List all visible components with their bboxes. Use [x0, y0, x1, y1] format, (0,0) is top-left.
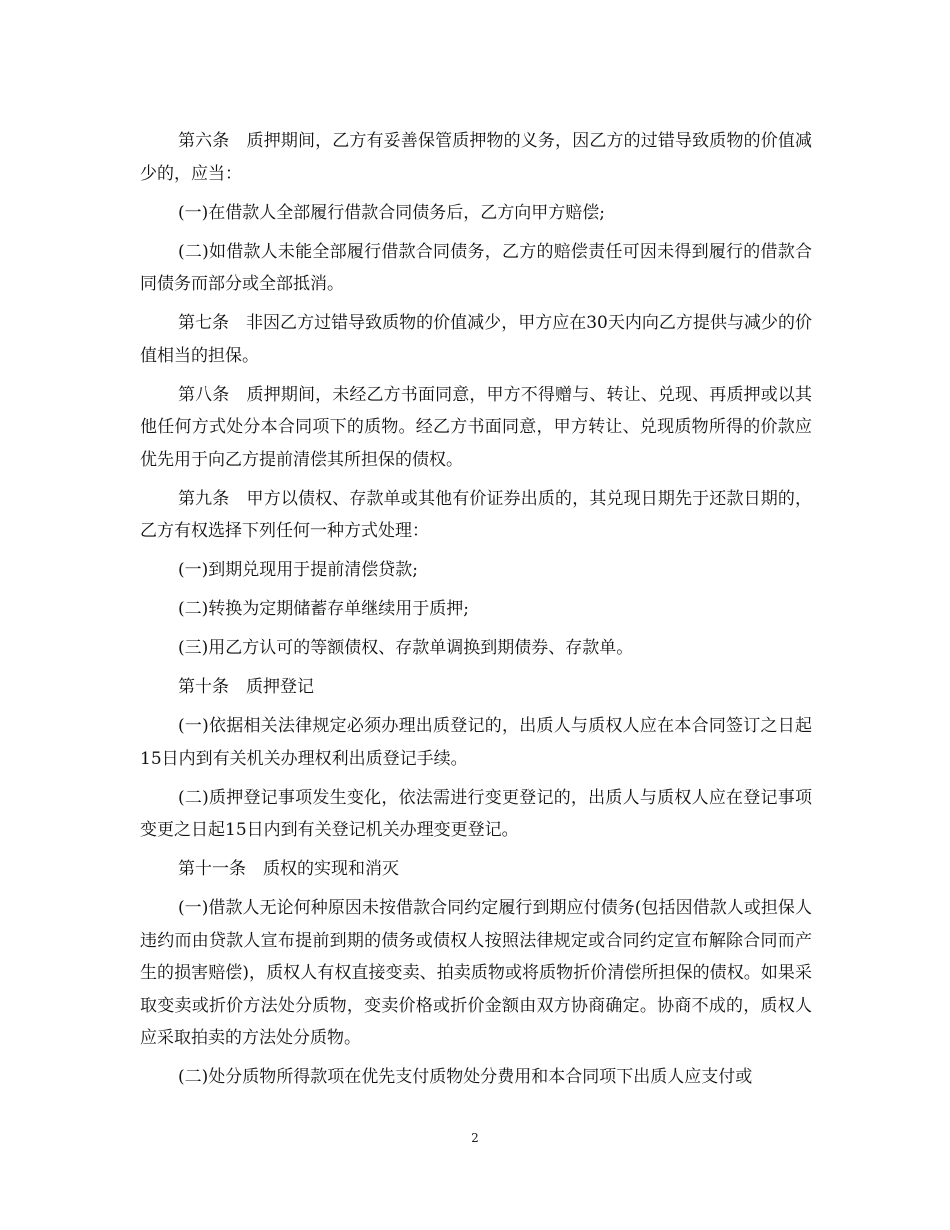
paragraph-article-6-item-1: (一)在借款人全部履行借款合同债务后，乙方向甲方赔偿; [178, 202, 605, 223]
paragraph-article-11-item-2: (二)处分质物所得款项在优先支付质物处分费用和本合同项下出质人应支付或 [178, 1067, 753, 1087]
paragraph-article-10-item-2: (二)质押登记事项发生变化，依法需进行变更登记的，出质人与质权人应在登记事项变更之日起15日内到有关登记机关办理变更登记。 [140, 787, 812, 840]
paragraph-article-9-item-2: (二)转换为定期储蓄存单继续用于质押; [178, 599, 469, 619]
paragraph-article-9-item-3: (三)用乙方认可的等额债权、存款单调换到期债券、存款单。 [178, 638, 634, 658]
paragraph-article-11-item-1: (一)借款人无论何种原因未按借款合同约定履行到期应付债务(包括因借款人或担保人违约而由贷款人宣布提前到期的债务或债权人按照法律规定或合同约定宣布解除合同而产生的损害赔偿)，质权人有权直接变卖、拍卖质物或将质物折价清偿所担保的债权。如果采取变卖或折价方法处分质物，变卖价格或折价金额由双方协商确定。协商不成的，质权人应采取拍卖的方法处分质物。 [140, 898, 812, 1048]
document-body [140, 125, 812, 1100]
page-number: 2 [471, 1131, 479, 1145]
paragraph-article-10-heading: 第十条 质押登记 [178, 677, 314, 697]
paragraph-article-6: 第六条 质押期间，乙方有妥善保管质押物的义务，因乙方的过错导致质物的价值减少的，应当： [140, 131, 812, 184]
paragraph-article-11-heading: 第十一条 质权的实现和消灭 [178, 859, 399, 879]
paragraph-article-9-item-1: (一)到期兑现用于提前清偿贷款; [178, 560, 418, 580]
paragraph-article-7: 第七条 非因乙方过错导致质物的价值减少，甲方应在30天内向乙方提供与减少的价值相当的担保。 [140, 313, 812, 366]
paragraph-article-9: 第九条 甲方以债权、存款单或其他有价证券出质的，其兑现日期先于还款日期的，乙方有权选择下列任何一种方式处理： [140, 488, 812, 541]
paragraph-article-6-item-2: (二)如借款人未能全部履行借款合同债务，乙方的赔偿责任可因未得到履行的借款合同债务而部分或全部抵消。 [140, 241, 812, 294]
paragraph-article-8: 第八条 质押期间，未经乙方书面同意，甲方不得赠与、转让、兑现、再质押或以其他任何方式处分本合同项下的质物。经乙方书面同意，甲方转让、兑现质物所得的价款应优先用于向乙方提前清偿其所担保的债权。 [140, 384, 812, 470]
paragraph-article-10-item-1: (一)依据相关法律规定必须办理出质登记的，出质人与质权人应在本合同签订之日起15日内到有关机关办理权利出质登记手续。 [140, 716, 812, 769]
